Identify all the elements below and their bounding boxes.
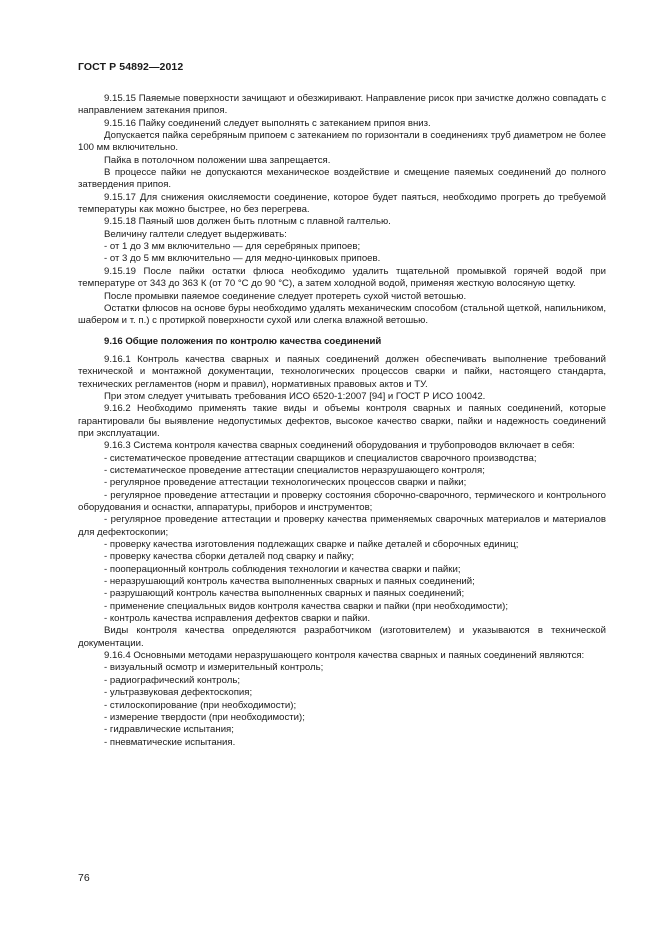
- list-item: - от 3 до 5 мм включительно — для медно-цинковых припоев.: [78, 253, 606, 265]
- paragraph: 9.15.19 После пайки остатки флюса необходимо удалить тщательной промывкой горячей водой при температуре от 343 до 363 К (от 70 °С до 90 °С), а затем холодной водой, применяя жесткую волосяную щетку.: [78, 265, 606, 290]
- list-item: - разрушающий контроль качества выполненных сварных и паяных соединений;: [78, 588, 606, 600]
- list-item: - контроль качества исправления дефектов сварки и пайки.: [78, 613, 606, 625]
- paragraph: 9.15.17 Для снижения окисляемости соединение, которое будет паяться, необходимо прогреть до требуемой температуры как можно быстрее, но без перегрева.: [78, 191, 606, 216]
- list-item: - регулярное проведение аттестации и проверку качества применяемых сварочных материалов и материалов для дефектоскопии;: [78, 514, 606, 539]
- list-item: - регулярное проведение аттестации технологических процессов сварки и пайки;: [78, 477, 606, 489]
- page-number: 76: [78, 872, 90, 884]
- paragraph: 9.16.2 Необходимо применять такие виды и объемы контроля сварных и паяных соединений, которые гарантировали бы выявление недопустимых дефектов, высокое качество сварки, пайки и надежность соединений при эксплуатации.: [78, 403, 606, 439]
- paragraph: Остатки флюсов на основе буры необходимо удалять механическим способом (стальной щеткой, напильником, шабером и т. п.) с протиркой поверхности сухой или слегка влажной ветошью.: [78, 302, 606, 327]
- list-item: - применение специальных видов контроля качества сварки и пайки (при необходимости);: [78, 601, 606, 613]
- list-item: - ультразвуковая дефектоскопия;: [78, 687, 606, 699]
- list-item: - проверку качества изготовления подлежащих сварке и пайке деталей и сборочных единиц;: [78, 539, 606, 551]
- paragraph: 9.16.4 Основными методами неразрушающего контроля качества сварных и паяных соединений являются:: [104, 650, 585, 662]
- list-item: - пневматические испытания.: [78, 737, 606, 749]
- paragraph: Величину галтели следует выдерживать:: [104, 228, 287, 240]
- paragraph: 9.16.1 Контроль качества сварных и паяных соединений должен обеспечивать выполнение требований технической и монтажной документации, технологических процессов сварки и пайки, настоящего стандарта, технических регламентов (норм и правил), нормативных правовых актов и ТУ.: [78, 353, 606, 390]
- paragraph: В процессе пайки не допускаются механическое воздействие и смещение паяемых соединений до полного затвердения припоя.: [78, 167, 606, 191]
- paragraph: 9.15.16 Пайку соединений следует выполнять с затеканием припоя вниз.: [104, 117, 431, 129]
- paragraph: После промывки паяемое соединение следует протереть сухой чистой ветошью.: [104, 290, 467, 302]
- list-item: - гидравлические испытания;: [78, 724, 606, 736]
- list-item: - пооперационный контроль соблюдения технологии и качества сварки и пайки;: [78, 564, 606, 576]
- list-item: - регулярное проведение аттестации и проверку состояния сборочно-сварочного, термического и контрольного оборудования и оснастки, аппаратуры, приборов и инструментов;: [78, 490, 606, 515]
- paragraph: 9.15.18 Паяный шов должен быть плотным с плавной галтелью.: [104, 216, 391, 228]
- paragraph: Пайка в потолочном положении шва запрещается.: [104, 154, 331, 166]
- list-item: - систематическое проведение аттестации сварщиков и специалистов сварочного производства;: [78, 453, 606, 465]
- document-body: [78, 93, 606, 749]
- list-item: - систематическое проведение аттестации специалистов неразрушающего контроля;: [78, 465, 606, 477]
- section-title: 9.16 Общие положения по контролю качества соединений: [104, 335, 382, 347]
- paragraph: 9.15.15 Паяемые поверхности зачищают и обезжиривают. Направление рисок при зачистке должно совпадать с направлением затекания припоя.: [78, 93, 606, 117]
- list-item: - стилоскопирование (при необходимости);: [78, 700, 606, 712]
- list-item: - измерение твердости (при необходимости);: [78, 712, 606, 724]
- paragraph: Виды контроля качества определяются разработчиком (изготовителем) и указываются в технической документации.: [78, 625, 606, 649]
- paragraph: При этом следует учитывать требования ИСО 6520-1:2007 [94] и ГОСТ Р ИСО 10042.: [104, 390, 486, 402]
- list-item: - радиографический контроль;: [78, 675, 606, 687]
- list-item: - неразрушающий контроль качества выполненных сварных и паяных соединений;: [78, 576, 606, 588]
- list-item: - от 1 до 3 мм включительно — для серебряных припоев;: [78, 241, 606, 253]
- paragraph: Допускается пайка серебряным припоем с затеканием по горизонтали в соединениях труб диаметром не более 100 мм включительно.: [78, 130, 606, 154]
- document-header: ГОСТ Р 54892—2012: [78, 61, 184, 73]
- list-item: - проверку качества сборки деталей под сварку и пайку;: [78, 551, 606, 563]
- list-item: - визуальный осмотр и измерительный контроль;: [78, 662, 606, 674]
- paragraph: 9.16.3 Система контроля качества сварных соединений оборудования и трубопроводов включает в себя:: [104, 440, 575, 452]
